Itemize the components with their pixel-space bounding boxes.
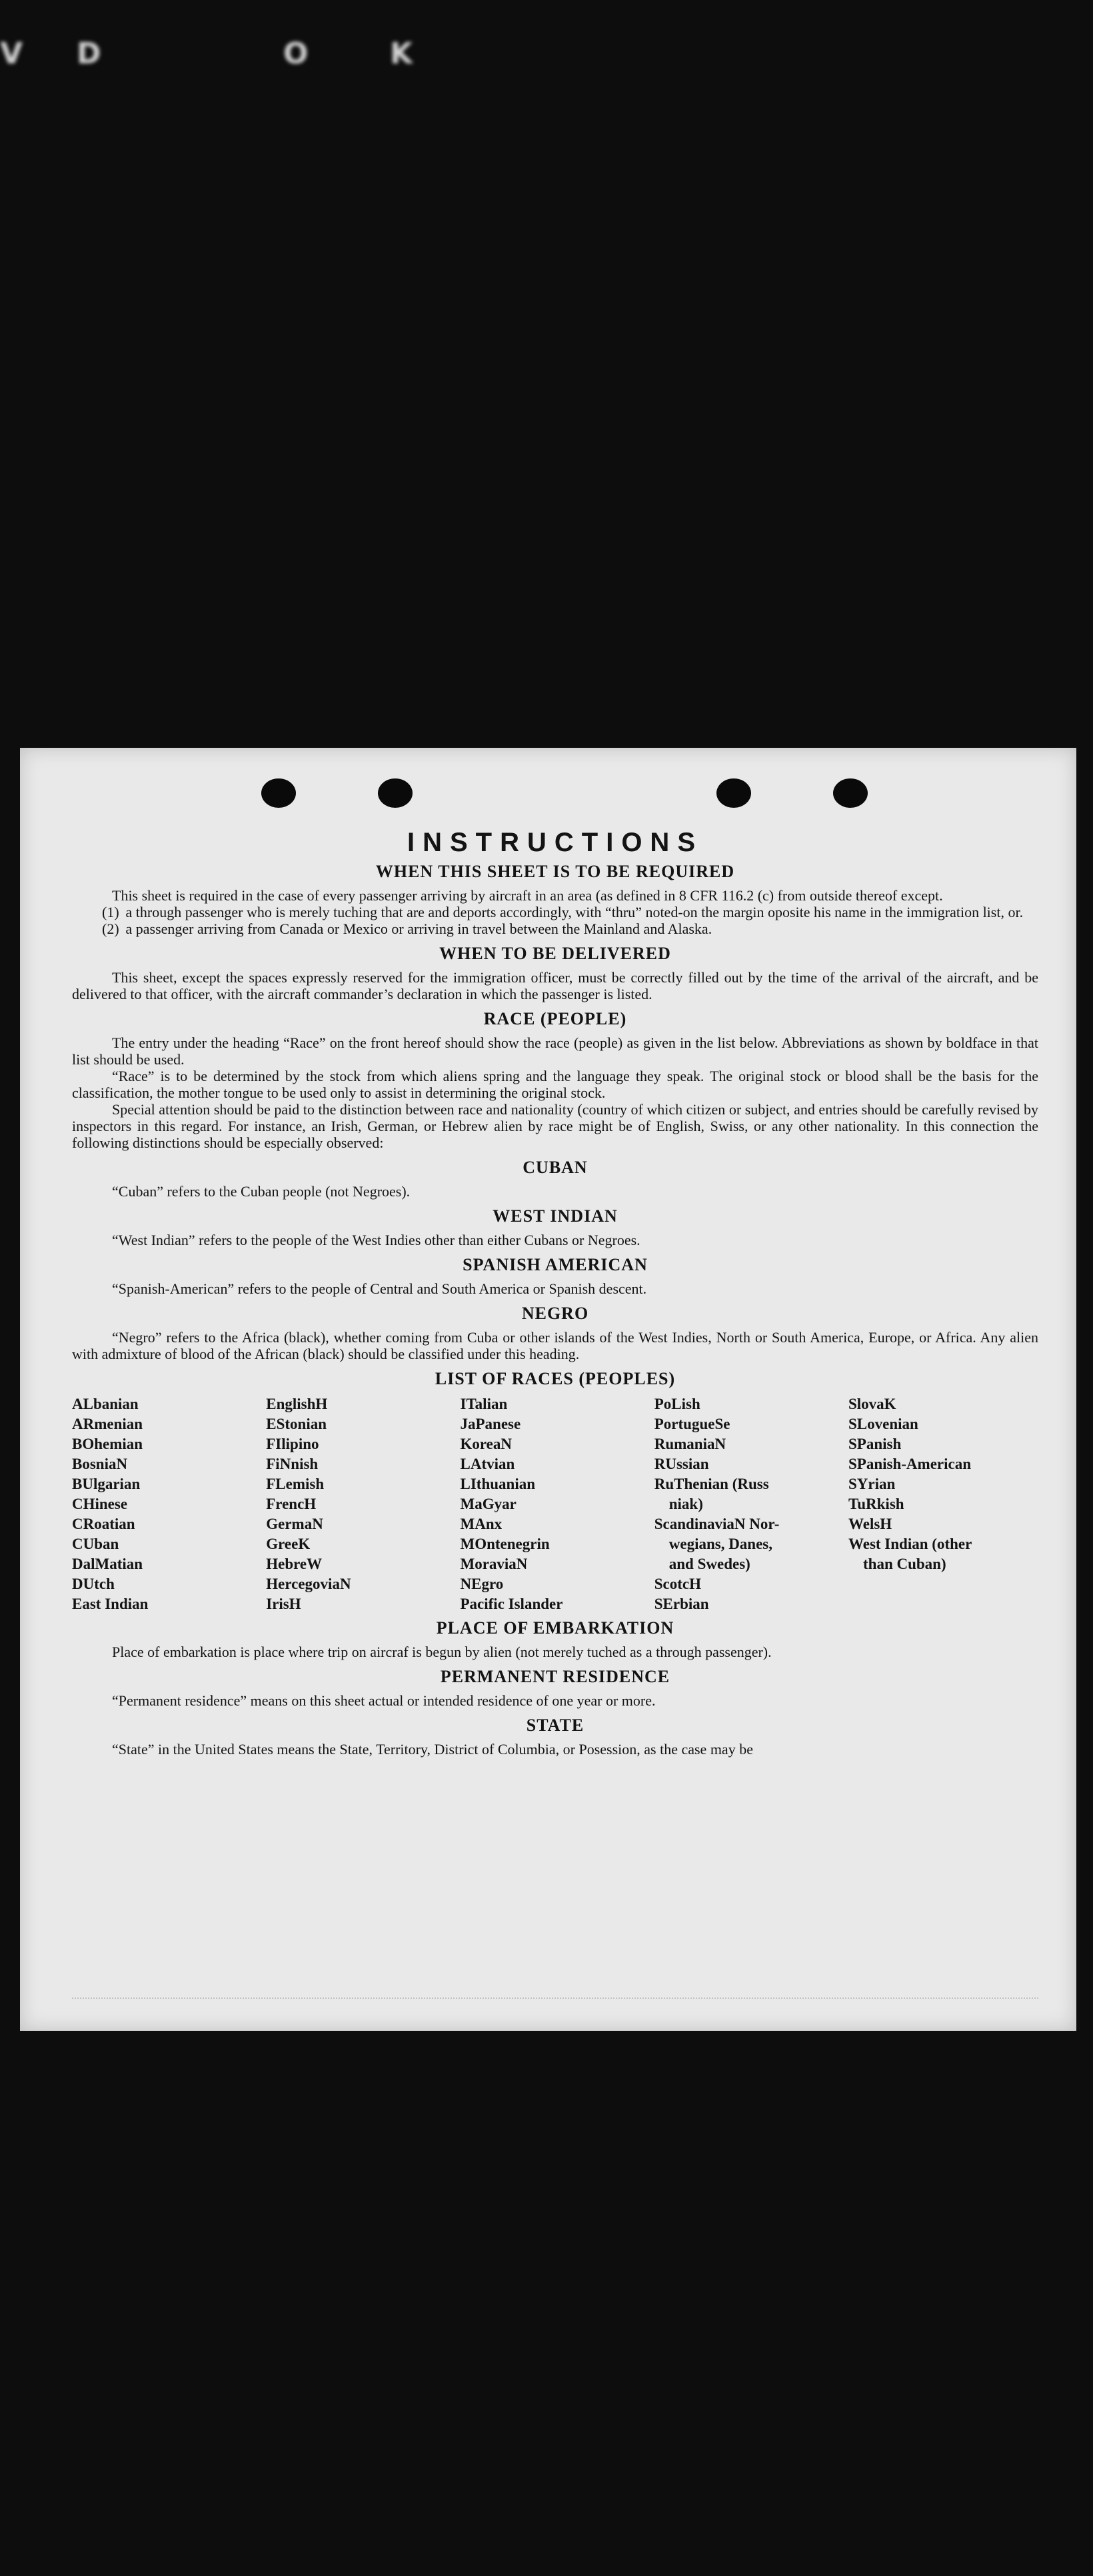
- race-entry: MAnx: [460, 1516, 503, 1532]
- race-entry: CRoatian: [72, 1516, 135, 1532]
- west-indian-paragraph: “West Indian” refers to the people of the West Indies other than either Cubans or Negroes.: [112, 1232, 640, 1248]
- race-entry: WelsH: [848, 1516, 892, 1532]
- section-heading: NEGRO: [521, 1304, 589, 1323]
- race-entry: LAtvian: [460, 1456, 515, 1472]
- race-entry: BUlgarian: [72, 1476, 141, 1492]
- exception-item: (1) a through passenger who is merely tuching that are and deports accordingly, with “thru” noted-on the margin oposite his name in the immigration list, or.: [102, 904, 1024, 920]
- spanish-american-paragraph: “Spanish-American” refers to the people of Central and South America or Spanish descent.: [112, 1280, 647, 1297]
- race-entry: GreeK: [266, 1536, 311, 1552]
- race-entry: RumaniaN: [654, 1436, 726, 1452]
- race-entry: SlovaK: [848, 1396, 896, 1412]
- race-entry: SErbian: [654, 1596, 709, 1612]
- race-column: [654, 1394, 844, 1614]
- faded-footer-line: [72, 1997, 1038, 2007]
- race-entry: PortugueSe: [654, 1416, 730, 1432]
- race-entry: FIlipino: [266, 1436, 319, 1452]
- race-column: [266, 1394, 456, 1614]
- race-entry: CHinese: [72, 1496, 128, 1512]
- frame-mark: V: [0, 37, 23, 71]
- race-entry: NEgro: [460, 1576, 504, 1592]
- film-strip-header: [0, 0, 1093, 93]
- race-entry: LIthuanian: [460, 1476, 536, 1492]
- race-entry: RuThenian (Russ: [654, 1476, 769, 1492]
- delivered-paragraph: This sheet, except the spaces expressly reserved for the immigration officer, must be correctly filled out by the time of the arrival of the aircraft, and be delivered to that officer, with the aircraft commander’s declaration in which the passenger is listed.: [72, 969, 1038, 1002]
- race-entry: CUban: [72, 1536, 119, 1552]
- race-entry: FLemish: [266, 1476, 325, 1492]
- section-heading: WHEN THIS SHEET IS TO BE REQUIRED: [375, 862, 735, 881]
- intro-paragraph: This sheet is required in the case of every passenger arriving by aircraft in an area (as defined in 8 CFR 116.2 (c) from outside thereof except.: [112, 887, 943, 904]
- race-paragraph: The entry under the heading “Race” on the front hereof should show the race (people) as given in the list below. Abbreviations as shown by boldface in that list should be used.: [72, 1034, 1038, 1068]
- page-title: INSTRUCTIONS: [407, 828, 703, 857]
- race-entry: East Indian: [72, 1596, 149, 1612]
- race-entry: RUssian: [654, 1456, 709, 1472]
- race-entry: than Cuban): [863, 1556, 946, 1572]
- race-entry: SPanish-American: [848, 1456, 971, 1472]
- race-entry: EnglishH: [266, 1396, 328, 1412]
- race-entry: ScandinaviaN Nor-: [654, 1516, 780, 1532]
- race-list: [72, 1394, 1038, 1614]
- race-entry: BOhemian: [72, 1436, 143, 1452]
- race-entry: DalMatian: [72, 1556, 143, 1572]
- frame-mark: D: [77, 37, 101, 71]
- race-entry: BosniaN: [72, 1456, 128, 1472]
- section-heading: WEST INDIAN: [493, 1206, 618, 1226]
- race-entry: MoraviaN: [460, 1556, 528, 1572]
- embarkation-paragraph: Place of embarkation is place where trip on aircraf is begun by alien (not merely tuched as a through passenger).: [112, 1644, 772, 1660]
- race-paragraph: “Race” is to be determined by the stock from which aliens spring and the language they speak. The original stock or blood shall be the basis for the classification, the mother tongue to be used only to assist in determining the original stock.: [72, 1068, 1038, 1101]
- race-paragraph: Special attention should be paid to the distinction between race and nationality (country of which citizen or subject, and entries should be carefully revised by inspectors in this regard. For instance, an Irish, German, or Hebrew alien by race might be of English, Swiss, or any other nationality. In this connection the following distinctions should be especially observed:: [72, 1101, 1038, 1151]
- frame-mark: K: [390, 37, 413, 71]
- negro-paragraph: “Negro” refers to the Africa (black), whether coming from Cuba or other islands of the West Indies, North or South America, Europe, or Africa. Any alien with admixture of blood of the African (black) should be classified under this heading.: [72, 1329, 1038, 1362]
- race-entry: West Indian (other: [848, 1536, 972, 1552]
- race-entry: HebreW: [266, 1556, 323, 1572]
- race-entry: Pacific Islander: [460, 1596, 563, 1612]
- document-sheet: [20, 748, 1076, 2031]
- residence-paragraph: “Permanent residence” means on this sheet actual or intended residence of one year or more.: [112, 1692, 656, 1709]
- race-entry: IrisH: [266, 1596, 301, 1612]
- race-entry: JaPanese: [460, 1416, 521, 1432]
- race-entry: MOntenegrin: [460, 1536, 550, 1552]
- section-heading: LIST OF RACES (PEOPLES): [435, 1369, 676, 1388]
- race-entry: ARmenian: [72, 1416, 143, 1432]
- section-heading: PERMANENT RESIDENCE: [440, 1667, 670, 1686]
- race-entry: SPanish: [848, 1436, 902, 1452]
- race-entry: FiNnish: [266, 1456, 319, 1472]
- race-column: [461, 1394, 650, 1614]
- section-heading: RACE (PEOPLE): [483, 1009, 627, 1028]
- section-heading: PLACE OF EMBARKATION: [436, 1618, 674, 1638]
- race-entry: ITalian: [460, 1396, 508, 1412]
- punch-hole: [261, 778, 296, 808]
- instructions-content: [72, 828, 1038, 1758]
- section-heading: SPANISH AMERICAN: [463, 1255, 648, 1274]
- race-entry: and Swedes): [668, 1556, 750, 1572]
- race-entry: wegians, Danes,: [668, 1536, 773, 1552]
- section-heading: CUBAN: [523, 1158, 588, 1177]
- exception-item: (2) a passenger arriving from Canada or Mexico or arriving in travel between the Mainland and Alaska.: [102, 920, 712, 937]
- section-heading: STATE: [526, 1716, 584, 1735]
- race-entry: MaGyar: [460, 1496, 517, 1512]
- race-entry: ALbanian: [72, 1396, 139, 1412]
- race-entry: DUtch: [72, 1576, 115, 1592]
- race-entry: GermaN: [266, 1516, 323, 1532]
- punch-hole: [378, 778, 413, 808]
- race-entry: SLovenian: [848, 1416, 918, 1432]
- race-entry: FrencH: [266, 1496, 317, 1512]
- race-entry: TuRkish: [848, 1496, 904, 1512]
- section-heading: WHEN TO BE DELIVERED: [439, 944, 671, 963]
- race-column: [72, 1394, 262, 1614]
- punch-hole: [833, 778, 868, 808]
- race-entry: HercegoviaN: [266, 1576, 351, 1592]
- state-paragraph: “State” in the United States means the State, Territory, District of Columbia, or Posession, as the case may be: [112, 1741, 753, 1758]
- race-entry: niak): [668, 1496, 703, 1512]
- race-entry: ScotcH: [654, 1576, 702, 1592]
- race-entry: EStonian: [266, 1416, 327, 1432]
- cuban-paragraph: “Cuban” refers to the Cuban people (not Negroes).: [112, 1183, 411, 1200]
- race-entry: SYrian: [848, 1476, 896, 1492]
- punch-hole: [716, 778, 751, 808]
- race-column: [848, 1394, 1038, 1614]
- race-entry: KoreaN: [460, 1436, 513, 1452]
- frame-mark: O: [283, 37, 309, 71]
- race-entry: PoLish: [654, 1396, 700, 1412]
